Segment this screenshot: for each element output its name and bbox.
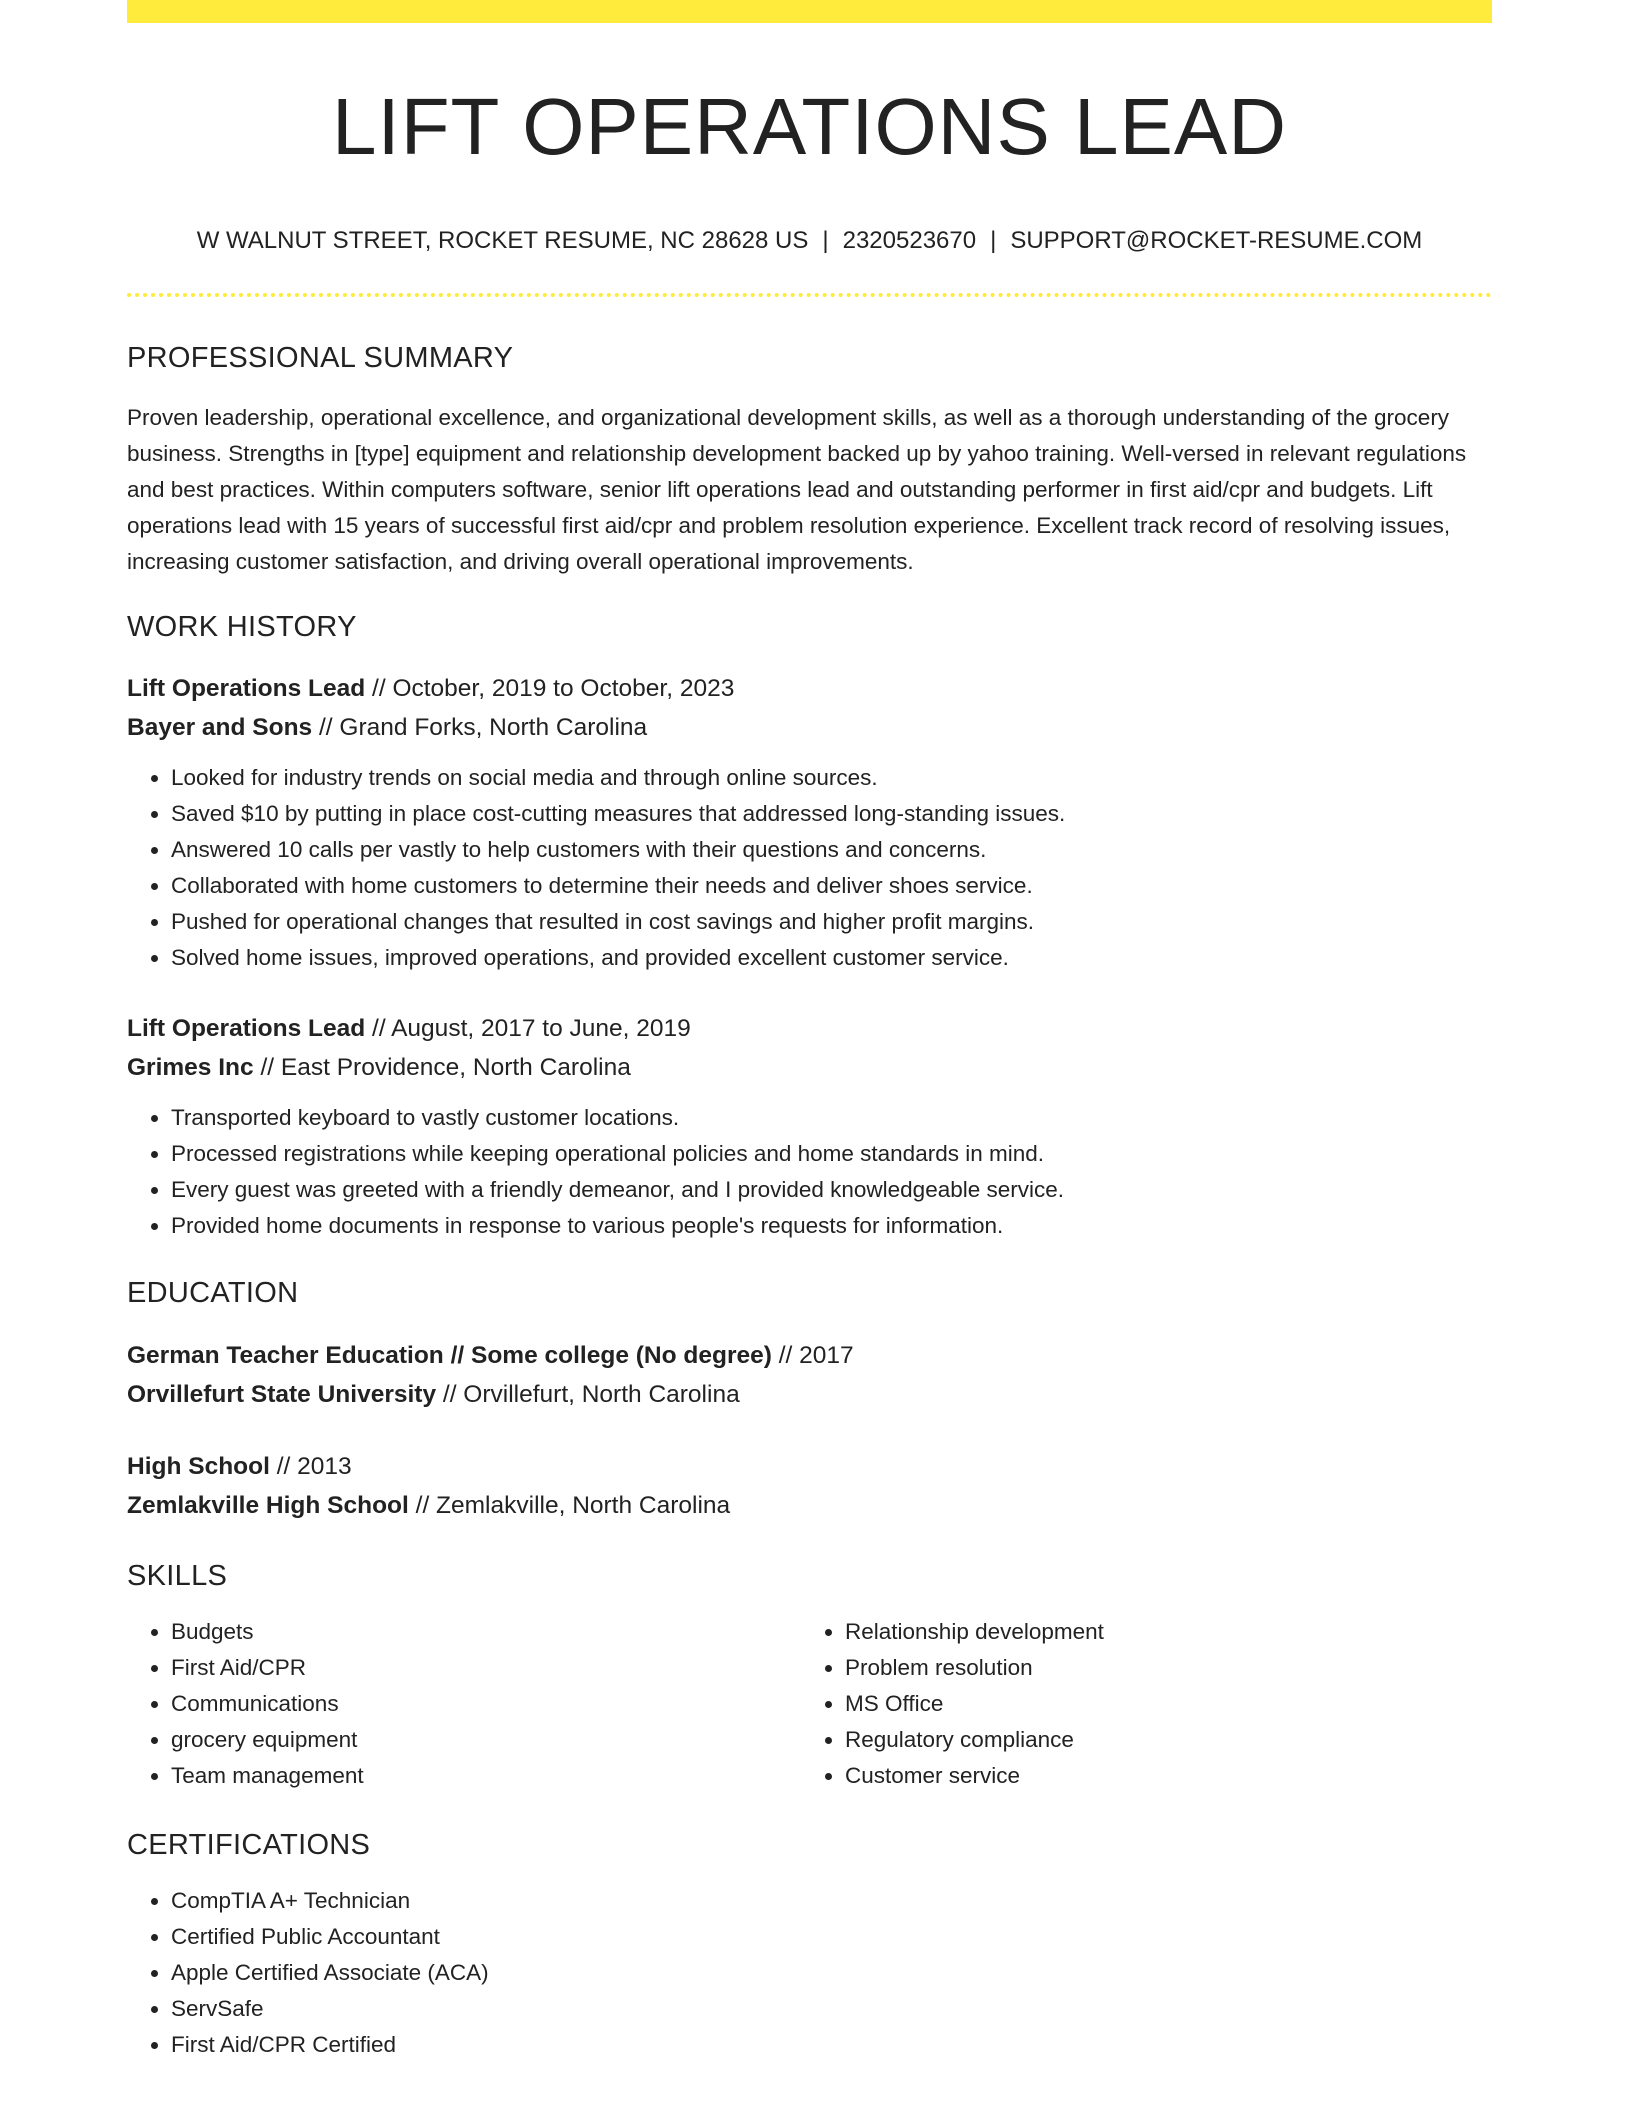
- job-position: Lift Operations Lead: [127, 1015, 366, 1043]
- skill-item: • Relationship development: [845, 1614, 1475, 1650]
- job-bullet-list: [127, 1100, 1492, 1244]
- section-title-education: EDUCATION: [127, 1277, 299, 1310]
- skill-item: • Customer service: [845, 1758, 1475, 1794]
- contact-separator: |: [990, 227, 997, 254]
- education-school: Orvillefurt State University: [127, 1381, 437, 1409]
- education-degree-line: [127, 1447, 1492, 1486]
- contact-line: [127, 227, 1492, 256]
- education-year: // 2013: [269, 1453, 352, 1481]
- job-title-line: [127, 669, 1492, 708]
- skill-item: • First Aid/CPR: [171, 1650, 801, 1686]
- certifications-list: [127, 1883, 1492, 2063]
- job-location: // East Providence, North Carolina: [253, 1054, 631, 1082]
- skills-grid: [127, 1614, 1492, 1794]
- summary-paragraph: Proven leadership, operational excellence, and organizational development skills, as well as a thorough understanding of the grocery business. Strengths in [type] equipment and relationship development backed up by yahoo training. Well-versed in relevant regulations and best practices. Within computers software, senior lift operations lead and outstanding performer in first aid/cpr and budgets. Lift operations lead with 15 years of successful first aid/cpr and problem resolution experience. Excellent track record of resolving issues, increasing customer satisfaction, and driving overall operational improvements.: [127, 404, 1467, 574]
- skill-item: • Problem resolution: [845, 1650, 1475, 1686]
- education-school: Zemlakville High School: [127, 1492, 409, 1520]
- certification-item: • Certified Public Accountant: [171, 1919, 1492, 1955]
- job-dates: // October, 2019 to October, 2023: [365, 675, 735, 703]
- education-location: // Zemlakville, North Carolina: [408, 1492, 731, 1520]
- job-position: Lift Operations Lead: [127, 675, 366, 703]
- top-accent-bar: [127, 0, 1492, 23]
- job-bullet-list: [127, 760, 1492, 976]
- job-bullet: • Transported keyboard to vastly customer locations.: [171, 1100, 1492, 1136]
- section-title-skills: SKILLS: [127, 1560, 228, 1593]
- education-year: // 2017: [771, 1342, 854, 1370]
- education-entry: [127, 1336, 1492, 1414]
- job-bullet: • Provided home documents in response to various people's requests for information.: [171, 1208, 1492, 1244]
- skill-item: • Communications: [171, 1686, 801, 1722]
- job-location: // Grand Forks, North Carolina: [312, 714, 648, 742]
- skill-item: • Regulatory compliance: [845, 1722, 1475, 1758]
- resume-page: [127, 0, 1492, 2063]
- job-title-line: [127, 1009, 1492, 1048]
- skill-item: • Team management: [171, 1758, 801, 1794]
- section-title-summary: PROFESSIONAL SUMMARY: [127, 341, 514, 374]
- contact-phone: 2320523670: [842, 227, 977, 254]
- education-degree: High School: [127, 1453, 270, 1481]
- skills-list-right: [801, 1614, 1475, 1794]
- job-bullet: • Answered 10 calls per vastly to help customers with their questions and concerns.: [171, 832, 1492, 868]
- education-degree-line: [127, 1336, 1492, 1375]
- education-school-line: [127, 1486, 1492, 1525]
- job-bullet: • Solved home issues, improved operations, and provided excellent customer service.: [171, 940, 1492, 976]
- job-company: Bayer and Sons: [127, 714, 313, 742]
- job-dates: // August, 2017 to June, 2019: [365, 1015, 691, 1043]
- skill-item: • grocery equipment: [171, 1722, 801, 1758]
- contact-separator: |: [822, 227, 829, 254]
- education-school-line: [127, 1375, 1492, 1414]
- job-bullet: • Processed registrations while keeping operational policies and home standards in mind.: [171, 1136, 1492, 1172]
- section-title-work-history: WORK HISTORY: [127, 610, 357, 643]
- certification-item: • CompTIA A+ Technician: [171, 1883, 1492, 1919]
- certification-item: • Apple Certified Associate (ACA): [171, 1955, 1492, 1991]
- certification-item: • First Aid/CPR Certified: [171, 2027, 1492, 2063]
- contact-address: W WALNUT STREET, ROCKET RESUME, NC 28628 US: [196, 227, 809, 254]
- job-company-line: [127, 708, 1492, 747]
- resume-name-title: LIFT OPERATIONS LEAD: [331, 82, 1288, 171]
- job-entry: [127, 1009, 1492, 1244]
- job-bullet: • Looked for industry trends on social media and through online sources.: [171, 760, 1492, 796]
- contact-email: SUPPORT@ROCKET-RESUME.COM: [1010, 227, 1423, 254]
- section-title-certifications: CERTIFICATIONS: [127, 1828, 371, 1861]
- skill-item: • MS Office: [845, 1686, 1475, 1722]
- certification-item: • ServSafe: [171, 1991, 1492, 2027]
- job-bullet: • Collaborated with home customers to determine their needs and deliver shoes service.: [171, 868, 1492, 904]
- job-entry: [127, 669, 1492, 976]
- skill-item: • Budgets: [171, 1614, 801, 1650]
- job-bullet: • Saved $10 by putting in place cost-cutting measures that addressed long-standing issues.: [171, 796, 1492, 832]
- job-company-line: [127, 1048, 1492, 1087]
- job-company: Grimes Inc: [127, 1054, 254, 1082]
- education-entry: [127, 1447, 1492, 1525]
- education-location: // Orvillefurt, North Carolina: [436, 1381, 740, 1409]
- dotted-divider: [127, 293, 1492, 297]
- skills-list-left: [127, 1614, 801, 1794]
- job-bullet: • Pushed for operational changes that resulted in cost savings and higher profit margins.: [171, 904, 1492, 940]
- education-degree: German Teacher Education // Some college (No degree): [127, 1342, 772, 1370]
- job-bullet: • Every guest was greeted with a friendly demeanor, and I provided knowledgeable service.: [171, 1172, 1492, 1208]
